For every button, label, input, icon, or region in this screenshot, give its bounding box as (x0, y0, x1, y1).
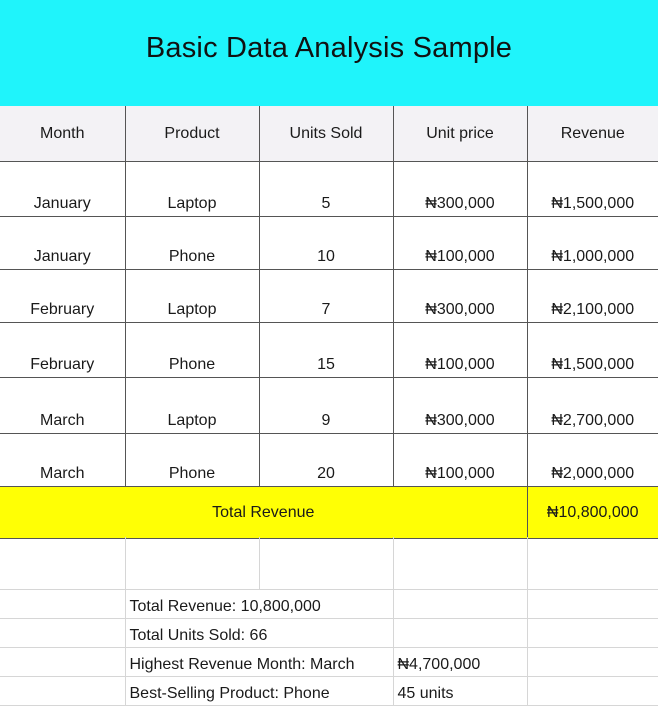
cell-unit-price[interactable]: ₦300,000 (393, 270, 527, 323)
empty-cell[interactable] (527, 590, 658, 619)
cell-unit-price[interactable]: ₦100,000 (393, 434, 527, 487)
cell-units-sold[interactable]: 9 (259, 378, 393, 434)
summary-highest-revenue-month[interactable]: Highest Revenue Month: March (125, 648, 393, 677)
cell-revenue[interactable]: ₦2,700,000 (527, 378, 658, 434)
summary-extra-cell[interactable] (393, 590, 527, 619)
empty-cell[interactable] (125, 537, 259, 590)
summary-extra-cell[interactable] (393, 619, 527, 648)
column-header-month[interactable]: Month (0, 106, 125, 162)
table-row (0, 378, 658, 434)
cell-units-sold[interactable]: 15 (259, 323, 393, 378)
table-row (0, 217, 658, 270)
total-revenue-label[interactable]: Total Revenue (0, 487, 527, 539)
cell-product[interactable]: Laptop (125, 162, 259, 217)
empty-cell[interactable] (527, 537, 658, 590)
summary-row (0, 677, 658, 706)
column-header-revenue[interactable]: Revenue (527, 106, 658, 162)
cell-month[interactable]: February (0, 323, 125, 378)
sales-table (0, 106, 658, 539)
table-row (0, 162, 658, 217)
table-row (0, 270, 658, 323)
column-header-unit-price[interactable]: Unit price (393, 106, 527, 162)
summary-grid (0, 537, 658, 706)
cell-month[interactable]: March (0, 434, 125, 487)
empty-cell[interactable] (0, 590, 125, 619)
cell-product[interactable]: Phone (125, 323, 259, 378)
empty-cell[interactable] (0, 619, 125, 648)
cell-units-sold[interactable]: 10 (259, 217, 393, 270)
cell-units-sold[interactable]: 5 (259, 162, 393, 217)
cell-units-sold[interactable]: 7 (259, 270, 393, 323)
empty-cell[interactable] (0, 648, 125, 677)
cell-revenue[interactable]: ₦1,500,000 (527, 323, 658, 378)
column-header-units-sold[interactable]: Units Sold (259, 106, 393, 162)
cell-units-sold[interactable]: 20 (259, 434, 393, 487)
cell-month[interactable]: February (0, 270, 125, 323)
empty-cell[interactable] (527, 648, 658, 677)
cell-unit-price[interactable]: ₦100,000 (393, 217, 527, 270)
cell-revenue[interactable]: ₦1,500,000 (527, 162, 658, 217)
cell-unit-price[interactable]: ₦300,000 (393, 378, 527, 434)
table-row (0, 323, 658, 378)
cell-month[interactable]: January (0, 162, 125, 217)
sheet-title: Basic Data Analysis Sample (145, 31, 513, 64)
cell-product[interactable]: Phone (125, 434, 259, 487)
cell-product[interactable]: Phone (125, 217, 259, 270)
header-row (0, 106, 658, 162)
cell-revenue[interactable]: ₦2,100,000 (527, 270, 658, 323)
cell-revenue[interactable]: ₦1,000,000 (527, 217, 658, 270)
summary-total-revenue[interactable]: Total Revenue: 10,800,000 (125, 590, 393, 619)
summary-row (0, 619, 658, 648)
empty-cell[interactable] (527, 677, 658, 706)
total-revenue-value[interactable]: ₦10,800,000 (527, 487, 658, 539)
cell-product[interactable]: Laptop (125, 378, 259, 434)
summary-best-selling-units[interactable]: 45 units (393, 677, 527, 706)
summary-best-selling-product[interactable]: Best-Selling Product: Phone (125, 677, 393, 706)
cell-month[interactable]: March (0, 378, 125, 434)
empty-cell[interactable] (527, 619, 658, 648)
empty-cell[interactable] (0, 537, 125, 590)
cell-unit-price[interactable]: ₦100,000 (393, 323, 527, 378)
summary-row (0, 648, 658, 677)
total-revenue-row (0, 487, 658, 539)
summary-row (0, 590, 658, 619)
cell-unit-price[interactable]: ₦300,000 (393, 162, 527, 217)
cell-month[interactable]: January (0, 217, 125, 270)
empty-cell[interactable] (259, 537, 393, 590)
summary-highest-revenue-value[interactable]: ₦4,700,000 (393, 648, 527, 677)
empty-cell[interactable] (393, 537, 527, 590)
table-row (0, 434, 658, 487)
blank-row (0, 537, 658, 590)
summary-total-units-sold[interactable]: Total Units Sold: 66 (125, 619, 393, 648)
column-header-product[interactable]: Product (125, 106, 259, 162)
cell-product[interactable]: Laptop (125, 270, 259, 323)
title-banner (0, 0, 658, 107)
cell-revenue[interactable]: ₦2,000,000 (527, 434, 658, 487)
empty-cell[interactable] (0, 677, 125, 706)
